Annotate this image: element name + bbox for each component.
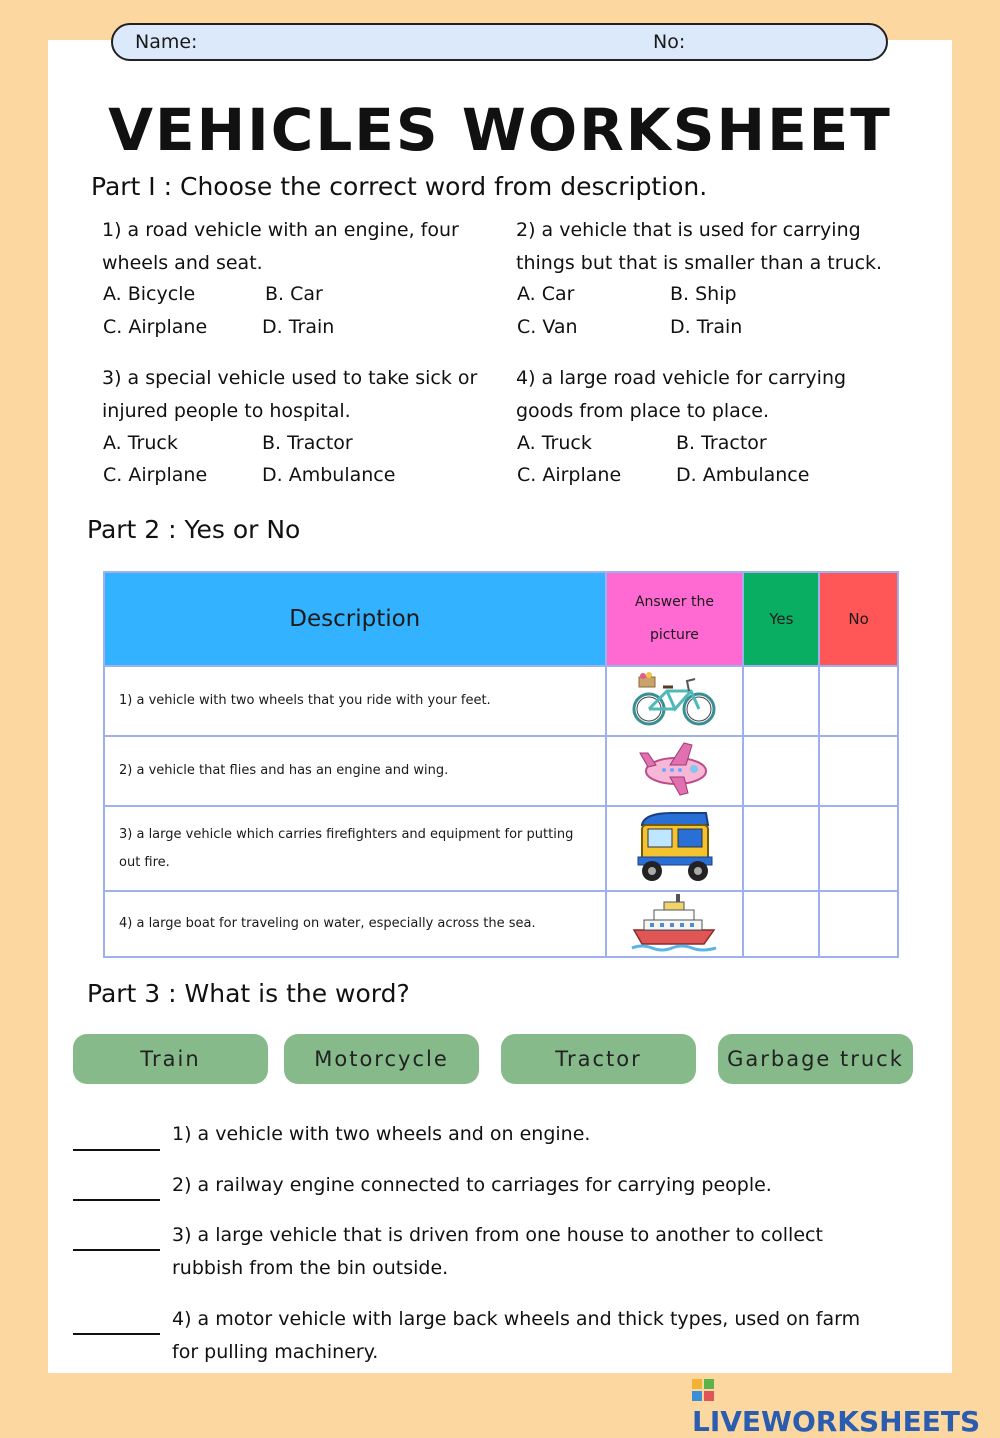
airplane-icon bbox=[634, 739, 714, 799]
word-choice-motorcycle[interactable]: Motorcycle bbox=[284, 1034, 479, 1084]
answer-blank-1[interactable] bbox=[73, 1149, 160, 1151]
row-description: 2) a vehicle that flies and has an engine and wing. bbox=[104, 736, 606, 806]
part3-item-4: 4) a motor vehicle with large back wheels and thick types, used on farm for pulling machinery. bbox=[172, 1308, 861, 1363]
picture-header bbox=[606, 572, 744, 666]
part1-q3-option-b[interactable]: B. Tractor bbox=[262, 432, 353, 454]
part3-item-1: 1) a vehicle with two wheels and on engine. bbox=[172, 1123, 591, 1145]
part1-q3-option-c[interactable]: C. Airplane bbox=[103, 464, 208, 486]
no-cell[interactable] bbox=[819, 736, 898, 806]
part1-question-3: 3) a special vehicle used to take sick or injured people to hospital. bbox=[102, 367, 478, 422]
part1-q1-option-a[interactable]: A. Bicycle bbox=[103, 283, 196, 305]
part1-q2-option-b[interactable]: B. Ship bbox=[670, 283, 737, 305]
word-choice-train[interactable]: Train bbox=[73, 1034, 268, 1084]
yes-cell[interactable] bbox=[743, 666, 819, 736]
picture-header-label: Answer the picture bbox=[634, 594, 714, 643]
word-choice-garbage-truck[interactable]: Garbage truck bbox=[718, 1034, 913, 1084]
tuk-tuk-icon bbox=[632, 809, 716, 885]
logo-text: LIVEWORKSHEETS bbox=[692, 1405, 981, 1438]
table-row bbox=[104, 891, 898, 957]
liveworksheets-logo[interactable] bbox=[692, 1372, 1000, 1438]
part1-question-1: 1) a road vehicle with an engine, four wheels and seat. bbox=[102, 219, 459, 274]
answer-blank-4[interactable] bbox=[73, 1333, 160, 1335]
name-label: Name: bbox=[135, 31, 198, 53]
part1-q2-option-d[interactable]: D. Train bbox=[670, 316, 743, 338]
part1-title: Part I : Choose the correct word from description. bbox=[91, 172, 708, 201]
part1-q3-option-a[interactable]: A. Truck bbox=[103, 432, 178, 454]
bicycle-icon bbox=[629, 669, 719, 729]
row-description: 3) a large vehicle which carries firefighters and equipment for putting out fire. bbox=[104, 806, 606, 891]
part2-title: Part 2 : Yes or No bbox=[87, 515, 301, 544]
part1-question-2: 2) a vehicle that is used for carrying things but that is smaller than a truck. bbox=[516, 219, 883, 274]
part1-q4-option-b[interactable]: B. Tractor bbox=[676, 432, 767, 454]
part1-q4-option-c[interactable]: C. Airplane bbox=[517, 464, 622, 486]
part1-q4-option-a[interactable]: A. Truck bbox=[517, 432, 592, 454]
part1-q2-option-a[interactable]: A. Car bbox=[517, 283, 575, 305]
table-row bbox=[104, 806, 898, 891]
row-description: 4) a large boat for traveling on water, especially across the sea. bbox=[104, 891, 606, 957]
yes-cell[interactable] bbox=[743, 891, 819, 957]
no-cell[interactable] bbox=[819, 666, 898, 736]
part1-q4-option-d[interactable]: D. Ambulance bbox=[676, 464, 810, 486]
part1-q1-option-d[interactable]: D. Train bbox=[262, 316, 335, 338]
row-picture bbox=[606, 736, 744, 806]
word-choice-tractor[interactable]: Tractor bbox=[501, 1034, 696, 1084]
row-picture bbox=[606, 806, 744, 891]
yes-header: Yes bbox=[743, 572, 819, 666]
part3-item-2: 2) a railway engine connected to carriages for carrying people. bbox=[172, 1174, 772, 1196]
yes-cell[interactable] bbox=[743, 806, 819, 891]
table-row bbox=[104, 666, 898, 736]
no-cell[interactable] bbox=[819, 806, 898, 891]
part1-question-4: 4) a large road vehicle for carrying goods from place to place. bbox=[516, 367, 847, 422]
name-number-bar bbox=[111, 23, 888, 61]
answer-blank-2[interactable] bbox=[73, 1199, 160, 1201]
description-header: Description bbox=[104, 572, 606, 666]
no-header: No bbox=[819, 572, 898, 666]
part1-q1-option-c[interactable]: C. Airplane bbox=[103, 316, 208, 338]
part3-title: Part 3 : What is the word? bbox=[87, 979, 410, 1008]
part1-q3-option-d[interactable]: D. Ambulance bbox=[262, 464, 396, 486]
table-row bbox=[104, 736, 898, 806]
yes-cell[interactable] bbox=[743, 736, 819, 806]
part3-item-3: 3) a large vehicle that is driven from one house to another to collect rubbish from the bin outside. bbox=[172, 1224, 823, 1279]
part1-q2-option-c[interactable]: C. Van bbox=[517, 316, 578, 338]
part1-q1-option-b[interactable]: B. Car bbox=[265, 283, 323, 305]
row-picture bbox=[606, 891, 744, 957]
row-picture bbox=[606, 666, 744, 736]
ship-icon bbox=[630, 892, 718, 952]
row-description: 1) a vehicle with two wheels that you ride with your feet. bbox=[104, 666, 606, 736]
yes-no-table bbox=[103, 571, 899, 958]
no-cell[interactable] bbox=[819, 891, 898, 957]
liveworksheets-mark-icon bbox=[692, 1379, 714, 1401]
number-label: No: bbox=[653, 31, 686, 53]
answer-blank-3[interactable] bbox=[73, 1249, 160, 1251]
worksheet-title: VEHICLES WORKSHEET bbox=[108, 96, 892, 164]
